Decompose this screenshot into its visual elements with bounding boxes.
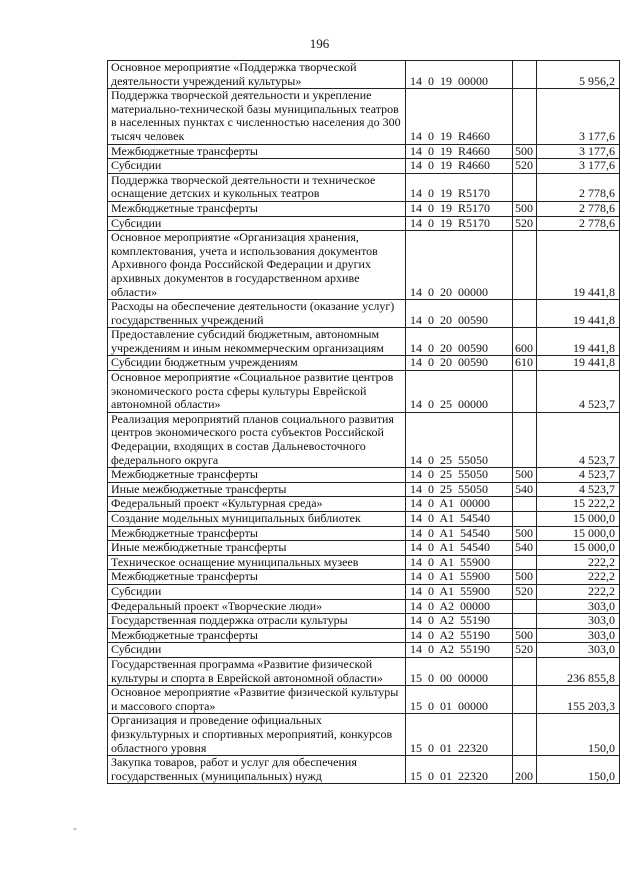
- row-code: 14 0 A2 00000: [406, 599, 513, 614]
- row-expense-type: [513, 555, 537, 570]
- table-row: [108, 628, 620, 643]
- row-code: 14 0 A2 55190: [406, 643, 513, 658]
- row-amount: 5 956,2: [537, 61, 620, 89]
- row-amount: 15 222,2: [537, 497, 620, 512]
- row-name: Межбюджетные трансферты: [108, 526, 406, 541]
- row-name: Межбюджетные трансферты: [108, 628, 406, 643]
- row-amount: 19 441,8: [537, 300, 620, 328]
- row-name: Субсидии: [108, 159, 406, 174]
- row-code: 14 0 25 00000: [406, 371, 513, 413]
- table-row: [108, 570, 620, 585]
- row-name: Межбюджетные трансферты: [108, 468, 406, 483]
- row-name: Субсидии бюджетным учреждениям: [108, 356, 406, 371]
- row-code: 14 0 19 R5170: [406, 201, 513, 216]
- row-expense-type: [513, 61, 537, 89]
- row-expense-type: 500: [513, 201, 537, 216]
- row-name: Межбюджетные трансферты: [108, 201, 406, 216]
- row-amount: 4 523,7: [537, 482, 620, 497]
- table-row: [108, 657, 620, 685]
- row-code: 14 0 25 55050: [406, 412, 513, 467]
- row-name: Основное мероприятие «Развитие физической культуры и массового спорта»: [108, 686, 406, 714]
- row-code: 15 0 01 22320: [406, 756, 513, 784]
- row-code: 14 0 19 R4660: [406, 159, 513, 174]
- page-number: 196: [309, 36, 330, 51]
- row-expense-type: [513, 173, 537, 201]
- row-amount: 19 441,8: [537, 356, 620, 371]
- row-name: Поддержка творческой деятельности и укрепление материально-технической базы муниципальных театров в населенных пунктах с численностью населения до 300 тысяч человек: [108, 89, 406, 144]
- row-amount: 222,2: [537, 570, 620, 585]
- row-amount: 19 441,8: [537, 328, 620, 356]
- row-amount: 303,0: [537, 614, 620, 629]
- table-row: [108, 541, 620, 556]
- row-name: Создание модельных муниципальных библиотек: [108, 512, 406, 527]
- table-row: [108, 412, 620, 467]
- row-code: 14 0 20 00000: [406, 231, 513, 300]
- table-row: [108, 201, 620, 216]
- row-amount: 222,2: [537, 584, 620, 599]
- row-amount: 303,0: [537, 599, 620, 614]
- row-name: Межбюджетные трансферты: [108, 570, 406, 585]
- row-expense-type: [513, 686, 537, 714]
- table-row: [108, 328, 620, 356]
- row-amount: 4 523,7: [537, 412, 620, 467]
- table-row: [108, 526, 620, 541]
- row-code: 15 0 00 00000: [406, 657, 513, 685]
- table-row: [108, 512, 620, 527]
- row-name: Основное мероприятие «Социальное развитие центров экономического роста сферы культуры Еврейской автономной области»: [108, 371, 406, 413]
- row-amount: 2 778,6: [537, 173, 620, 201]
- table-row: [108, 216, 620, 231]
- row-name: Организация и проведение официальных физкультурных и спортивных мероприятий, конкурсов областного уровня: [108, 714, 406, 756]
- row-name: Расходы на обеспечение деятельности (оказание услуг) государственных учреждений: [108, 300, 406, 328]
- row-amount: 3 177,6: [537, 89, 620, 144]
- row-code: 15 0 01 22320: [406, 714, 513, 756]
- table-row: [108, 468, 620, 483]
- row-expense-type: [513, 512, 537, 527]
- row-expense-type: [513, 412, 537, 467]
- row-name: Федеральный проект «Культурная среда»: [108, 497, 406, 512]
- row-expense-type: 520: [513, 216, 537, 231]
- row-amount: 150,0: [537, 756, 620, 784]
- row-name: Основное мероприятие «Поддержка творческой деятельности учреждений культуры»: [108, 61, 406, 89]
- row-amount: 4 523,7: [537, 371, 620, 413]
- row-code: 14 0 A2 55190: [406, 628, 513, 643]
- table-row: [108, 497, 620, 512]
- row-expense-type: 500: [513, 468, 537, 483]
- row-name: Федеральный проект «Творческие люди»: [108, 599, 406, 614]
- row-code: 14 0 A1 55900: [406, 555, 513, 570]
- row-code: 15 0 01 00000: [406, 686, 513, 714]
- row-code: 14 0 A1 55900: [406, 584, 513, 599]
- row-amount: 236 855,8: [537, 657, 620, 685]
- row-name: Субсидии: [108, 584, 406, 599]
- table-row: [108, 555, 620, 570]
- table-row: [108, 144, 620, 159]
- row-expense-type: 500: [513, 144, 537, 159]
- row-amount: 4 523,7: [537, 468, 620, 483]
- row-amount: 2 778,6: [537, 201, 620, 216]
- row-expense-type: [513, 497, 537, 512]
- row-expense-type: 520: [513, 159, 537, 174]
- row-expense-type: [513, 614, 537, 629]
- table-row: [108, 714, 620, 756]
- row-code: 14 0 25 55050: [406, 468, 513, 483]
- row-amount: 15 000,0: [537, 541, 620, 556]
- row-code: 14 0 19 R4660: [406, 144, 513, 159]
- row-amount: 15 000,0: [537, 512, 620, 527]
- table-row: [108, 599, 620, 614]
- row-code: 14 0 A1 54540: [406, 526, 513, 541]
- row-code: 14 0 19 00000: [406, 61, 513, 89]
- row-amount: 222,2: [537, 555, 620, 570]
- budget-table: [107, 60, 620, 784]
- row-name: Межбюджетные трансферты: [108, 144, 406, 159]
- row-expense-type: [513, 89, 537, 144]
- row-expense-type: 520: [513, 584, 537, 599]
- row-expense-type: 540: [513, 541, 537, 556]
- table-row: [108, 614, 620, 629]
- row-expense-type: 610: [513, 356, 537, 371]
- table-row: [108, 61, 620, 89]
- row-expense-type: 500: [513, 628, 537, 643]
- row-code: 14 0 A1 00000: [406, 497, 513, 512]
- margin-mark: -: [73, 821, 77, 835]
- row-code: 14 0 19 R5170: [406, 173, 513, 201]
- table-row: [108, 686, 620, 714]
- row-amount: 303,0: [537, 628, 620, 643]
- row-code: 14 0 19 R4660: [406, 89, 513, 144]
- row-name: Субсидии: [108, 216, 406, 231]
- row-code: 14 0 19 R5170: [406, 216, 513, 231]
- table-row: [108, 231, 620, 300]
- row-amount: 2 778,6: [537, 216, 620, 231]
- row-expense-type: 500: [513, 570, 537, 585]
- row-expense-type: 600: [513, 328, 537, 356]
- row-code: 14 0 20 00590: [406, 356, 513, 371]
- row-name: Основное мероприятие «Организация хранения, комплектования, учета и использования документов Архивного фонда Российской Федерации и других архивных документов в государственном архиве области»: [108, 231, 406, 300]
- row-amount: 15 000,0: [537, 526, 620, 541]
- row-code: 14 0 A1 55900: [406, 570, 513, 585]
- row-expense-type: [513, 231, 537, 300]
- table-row: [108, 643, 620, 658]
- row-expense-type: [513, 371, 537, 413]
- row-name: Субсидии: [108, 643, 406, 658]
- table-row: [108, 356, 620, 371]
- table-row: [108, 371, 620, 413]
- row-expense-type: 540: [513, 482, 537, 497]
- row-name: Государственная поддержка отрасли культуры: [108, 614, 406, 629]
- row-amount: 155 203,3: [537, 686, 620, 714]
- row-name: Предоставление субсидий бюджетным, автономным учреждениям и иным некоммерческим организациям: [108, 328, 406, 356]
- row-code: 14 0 20 00590: [406, 328, 513, 356]
- table-row: [108, 173, 620, 201]
- row-code: 14 0 A1 54540: [406, 541, 513, 556]
- row-name: Поддержка творческой деятельности и техническое оснащение детских и кукольных театров: [108, 173, 406, 201]
- row-code: 14 0 25 55050: [406, 482, 513, 497]
- row-expense-type: [513, 599, 537, 614]
- row-expense-type: 200: [513, 756, 537, 784]
- row-amount: 3 177,6: [537, 159, 620, 174]
- row-name: Иные межбюджетные трансферты: [108, 541, 406, 556]
- table-row: [108, 584, 620, 599]
- row-code: 14 0 20 00590: [406, 300, 513, 328]
- row-amount: 19 441,8: [537, 231, 620, 300]
- row-expense-type: [513, 657, 537, 685]
- table-body: [108, 61, 620, 784]
- table-row: [108, 89, 620, 144]
- row-amount: 303,0: [537, 643, 620, 658]
- row-expense-type: 520: [513, 643, 537, 658]
- row-amount: 3 177,6: [537, 144, 620, 159]
- row-name: Государственная программа «Развитие физической культуры и спорта в Еврейской автономной области»: [108, 657, 406, 685]
- table-row: [108, 482, 620, 497]
- row-amount: 150,0: [537, 714, 620, 756]
- table-row: [108, 159, 620, 174]
- row-expense-type: [513, 300, 537, 328]
- row-code: 14 0 A2 55190: [406, 614, 513, 629]
- row-name: Реализация мероприятий планов социального развития центров экономического роста субъектов Российской Федерации, входящих в состав Дальневосточного федерального округа: [108, 412, 406, 467]
- row-name: Закупка товаров, работ и услуг для обеспечения государственных (муниципальных) нужд: [108, 756, 406, 784]
- row-name: Иные межбюджетные трансферты: [108, 482, 406, 497]
- table-row: [108, 756, 620, 784]
- row-expense-type: 500: [513, 526, 537, 541]
- row-expense-type: [513, 714, 537, 756]
- table-row: [108, 300, 620, 328]
- row-code: 14 0 A1 54540: [406, 512, 513, 527]
- row-name: Техническое оснащение муниципальных музеев: [108, 555, 406, 570]
